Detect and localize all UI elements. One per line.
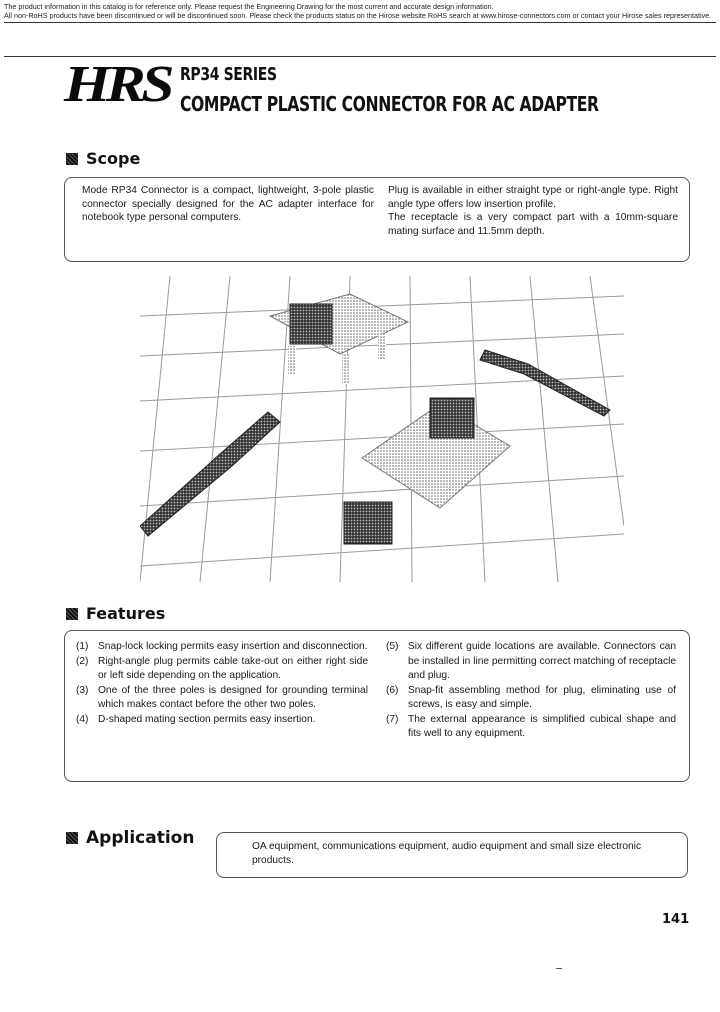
section-square-icon: [66, 608, 78, 620]
feature-num: (7): [386, 713, 399, 725]
product-photo: [140, 276, 624, 582]
application-heading: [66, 828, 194, 848]
disclaimer-line-2: All non-RoHS products have been discontinued or will be discontinued soon. Please check the products status on the Hirose website RoHS search at www.hirose-connectors.com or contact your Hirose sales representative.: [4, 11, 712, 20]
scope-right-text: [388, 184, 678, 238]
footer-mark: [556, 968, 562, 969]
feature-item: [76, 655, 368, 684]
pcb-leg: [342, 354, 350, 384]
series-title: RP34 SERIES: [180, 64, 277, 85]
feature-text: Right-angle plug permits cable take-out on either right side or left side depending on the application.: [98, 655, 368, 681]
feature-num: (3): [76, 684, 89, 696]
right-angle-plug: [480, 350, 610, 416]
scope-heading: [66, 149, 140, 168]
feature-text: Snap-fit assembling method for plug, eliminating use of screws, is easy and simple.: [408, 684, 676, 710]
center-receptacle: [430, 398, 474, 438]
feature-item: [386, 640, 676, 684]
disclaimer: [4, 2, 716, 20]
feature-num: (4): [76, 713, 89, 725]
pcb-leg: [378, 334, 386, 360]
scope-right-paragraph-1: Plug is available in either straight type or right-angle type. Right angle type offers low insertion profile.: [388, 185, 678, 210]
feature-item: [76, 684, 368, 713]
feature-text: The external appearance is simplified cubical shape and fits well to any equipment.: [408, 713, 676, 739]
small-receptacle: [344, 502, 392, 544]
receptacle-connector: [290, 304, 332, 344]
application-text: OA equipment, communications equipment, audio equipment and small size electronic products.: [252, 841, 642, 866]
feature-item: [76, 713, 368, 728]
features-heading: [66, 604, 165, 623]
scope-left-text: Mode RP34 Connector is a compact, lightweight, 3-pole plastic connector specially designed for the AC adapter interface for notebook type personal computers.: [82, 185, 374, 223]
scope-right-paragraph-2: The receptacle is a very compact part with a 10mm-square mating surface and 11.5mm depth.: [388, 212, 678, 237]
disclaimer-line-1: The product information in this catalog is for reference only. Please request the Engineering Drawing for the most current and accurate design information.: [4, 2, 494, 11]
page-number: 141: [662, 912, 690, 927]
section-square-icon: [66, 832, 78, 844]
feature-item: [76, 640, 368, 655]
feature-num: (2): [76, 655, 89, 667]
features-list-right: [386, 640, 676, 742]
hrs-logo: HRS: [64, 56, 170, 113]
feature-item: [386, 713, 676, 742]
feature-text: Six different guide locations are available. Connectors can be installed in line permitting correct matching of receptacle and plug.: [408, 641, 676, 681]
feature-text: Snap-lock locking permits easy insertion and disconnection.: [98, 641, 368, 652]
features-heading-text: Features: [86, 604, 166, 623]
feature-num: (6): [386, 684, 399, 696]
feature-num: (1): [76, 641, 89, 652]
application-heading-text: Application: [86, 828, 195, 848]
page-title: COMPACT PLASTIC CONNECTOR FOR AC ADAPTER: [180, 92, 599, 116]
straight-plug: [140, 412, 280, 536]
feature-num: (5): [386, 641, 399, 652]
feature-text: One of the three poles is designed for grounding terminal which makes contact before the other two poles.: [98, 684, 368, 710]
feature-item: [386, 684, 676, 713]
feature-text: D-shaped mating section permits easy insertion.: [98, 713, 316, 725]
pcb-leg: [288, 346, 296, 374]
section-square-icon: [66, 153, 78, 165]
top-rule: [4, 22, 716, 23]
scope-heading-text: Scope: [86, 149, 141, 168]
features-list-left: [76, 640, 368, 727]
